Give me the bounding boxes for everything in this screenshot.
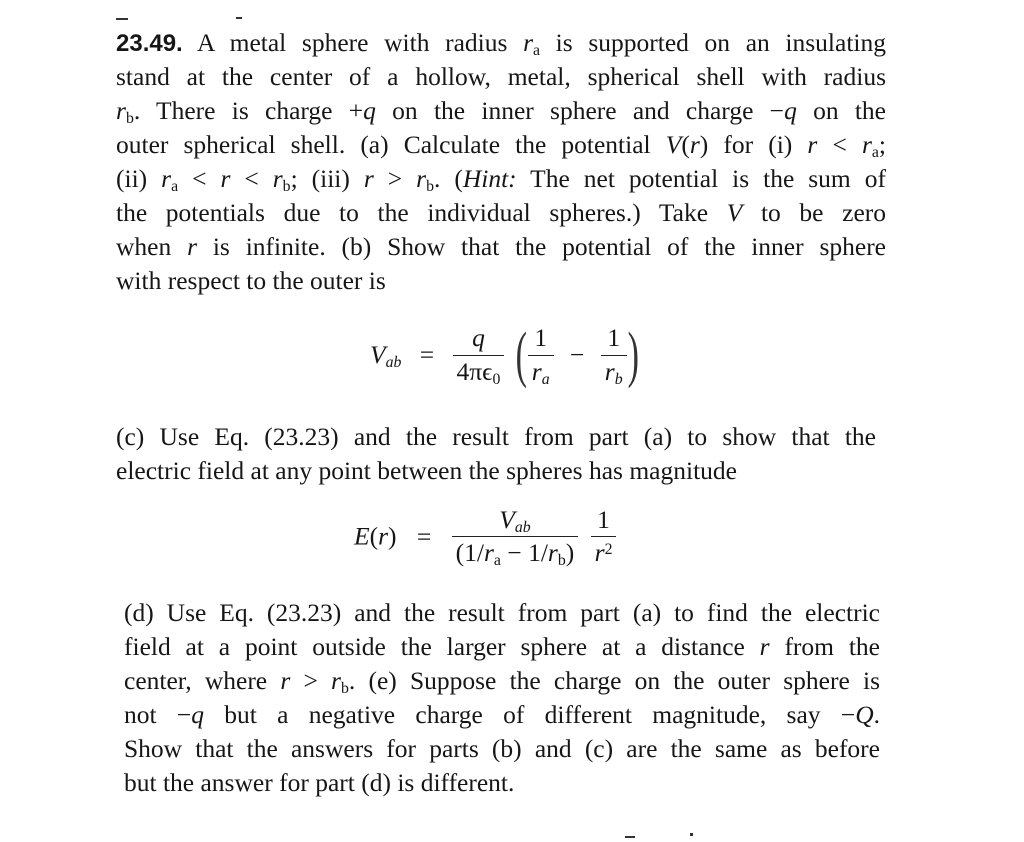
- scan-artifact-top-2: [236, 17, 242, 19]
- equation-vab: [370, 321, 644, 389]
- eq1-left-paren: (: [515, 321, 527, 389]
- eq1-equals: =: [419, 340, 435, 369]
- eq1-lhs: $V_{ab}$: [370, 340, 402, 371]
- problem-text-c: [116, 420, 886, 488]
- text-line-2: stand at the center of a hollow, metal, spherical shell with radius: [116, 62, 886, 91]
- text-line-15: Show that the answers for parts (b) and (c) are the same as before: [124, 734, 880, 763]
- problem-number: 23.49.: [116, 30, 183, 57]
- text-line-9: (c) Use Eq. (23.23) and the result from part (a) to show that the: [116, 422, 876, 451]
- text-line-6: the potentials due to the individual spheres.) Take V to be zero: [116, 198, 887, 227]
- text-line-5: (ii) $r_a < r < r_b$; (iii) $r > r_b$. (Hint: The net potential is the sum of: [116, 164, 886, 195]
- scan-artifact-bottom-2: [690, 833, 693, 836]
- scan-artifact-top: [116, 18, 128, 20]
- equation-er: [354, 506, 616, 567]
- text-line-11: (d) Use Eq. (23.23) and the result from part (a) to find the electric: [124, 598, 880, 627]
- eq1-minus: −: [570, 340, 585, 369]
- text-line-7: when r is infinite. (b) Show that the potential of the inner sphere: [116, 232, 887, 261]
- scan-artifact-bottom: [625, 836, 635, 838]
- problem-text-d: [124, 596, 880, 800]
- problem-text: [116, 24, 886, 298]
- text-line-16: but the answer for part (d) is different.: [124, 768, 515, 797]
- text-line-12: field at a point outside the larger sphere at a distance r from the: [124, 632, 880, 661]
- eq2-r-fraction: $\frac{1}{r^2}$: [591, 506, 617, 567]
- eq1-coefficient: $\frac{q}{4\pi\epsilon_0}$: [453, 324, 505, 385]
- eq2-equals: =: [416, 521, 432, 551]
- eq1-term-b: $\frac{1}{r_b}$: [601, 324, 627, 385]
- text-line-10: electric field at any point between the spheres has magnitude: [116, 456, 737, 485]
- text-line-4: outer spherical shell. (a) Calculate the potential V(r) for (i) $r < r_a$;: [116, 130, 887, 161]
- text-line-1: 23.49. A metal sphere with radius $r_a$ is supported on an insulating: [116, 28, 886, 59]
- eq2-lhs: E(r): [354, 521, 397, 551]
- text-line-3: $r_b$. There is charge +q on the inner sphere and charge −q on the: [116, 96, 886, 127]
- text-line-14: not −q but a negative charge of different magnitude, say −Q.: [124, 700, 880, 729]
- text-line-13: center, where $r > r_b$. (e) Suppose the charge on the outer sphere is: [124, 666, 880, 697]
- eq2-main-fraction: $\frac{V_{ab}}{(1/r_a - 1/r_b)}$: [452, 506, 579, 567]
- eq1-right-paren: ): [627, 321, 639, 389]
- eq1-term-a: $\frac{1}{r_a}$: [528, 324, 554, 385]
- text-line-8: with respect to the outer is: [116, 266, 386, 295]
